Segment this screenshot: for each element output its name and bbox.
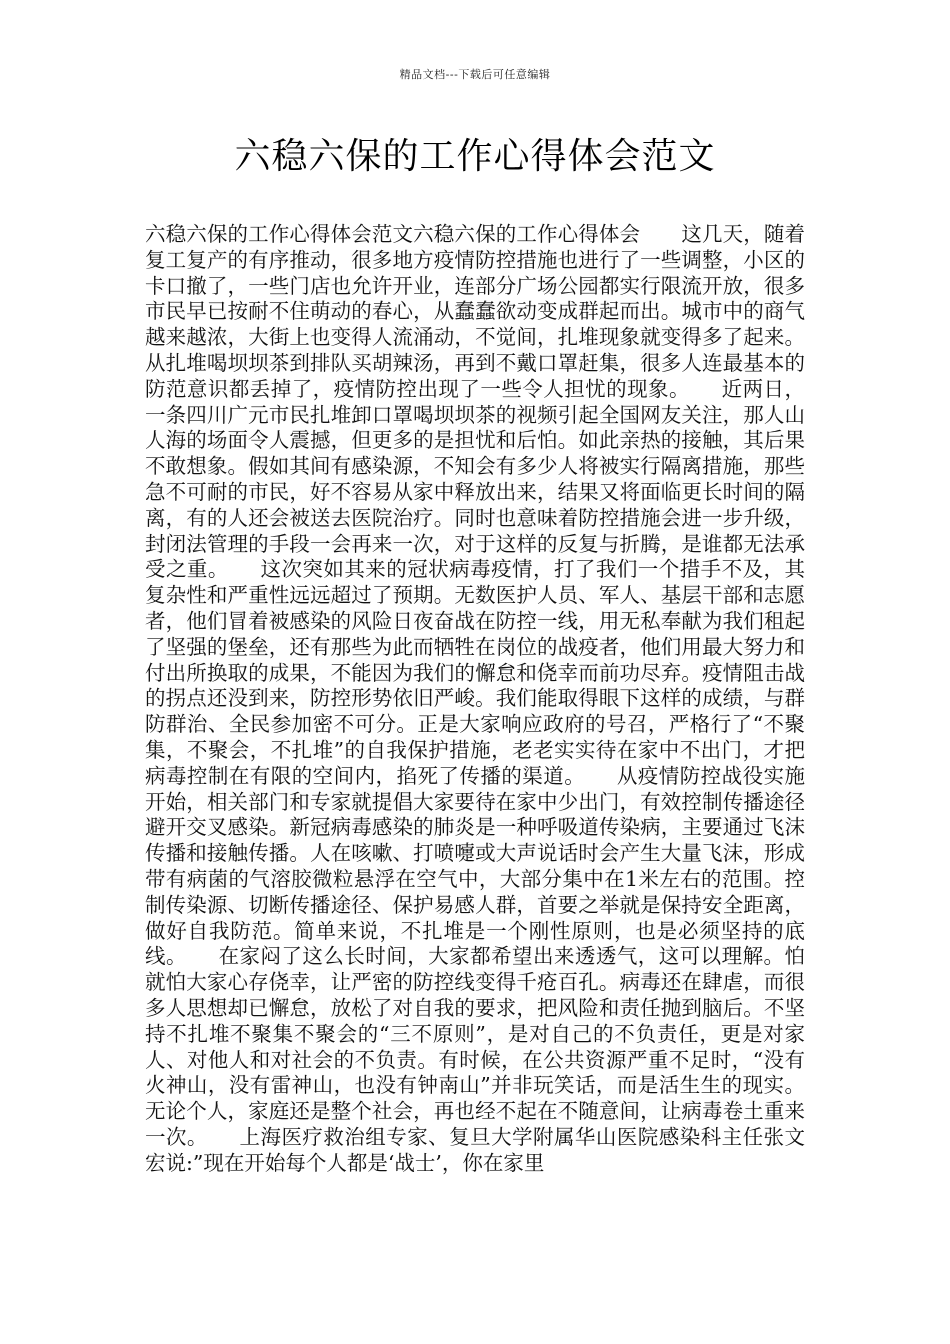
document-body: 六稳六保的工作心得体会范文六稳六保的工作心得体会 这几天，随着复工复产的有序推动，很多地方疫情防控措施也进行了一些调整，小区的卡口撤了，一些门店也允许开业，连部分广场公园都实行限流开放，很多市民早已按耐不住萌动的春心，从蠢蠢欲动变成群起而出。城市中的商气越来越浓，大街上也变得人流涌动，不觉间，扎堆现象就变得多了起来。从扎堆喝坝坝茶到排队买胡辣汤，再到不戴口罩赶集，很多人连最基本的防范意识都丢掉了，疫情防控出现了一些令人担忧的现象。 近两日，一条四川广元市民扎堆卸口罩喝坝坝茶的视频引起全国网友关注，那人山人海的场面令人震撼，但更多的是担忧和后怕。如此亲热的接触，其后果不敢想象。假如其间有感染源，不知会有多少人将被实行隔离措施，那些急不可耐的市民，好不容易从家中释放出来，结果又将面临更长时间的隔离，有的人还会被送去医院治疗。同时也意味着防控措施会进一步升级，封闭法管理的手段一会再来一次，对于这样的反复与折腾，是谁都无法承受之重。 这次突如其来的冠状病毒疫情，打了我们一个措手不及，其复杂性和严重性远远超过了预期。无数医护人员、军人、基层干部和志愿者，他们冒着被感染的风险日夜奋战在防控一线，用无私奉献为我们租起了坚强的堡垒，还有那些为此而牺牲在岗位的战疫者，他们用最大努力和付出所换取的成果，不能因为我们的懈怠和侥幸而前功尽弃。疫情阻击战的拐点还没到来，防控形势依旧严峻。我们能取得眼下这样的成绩，与群防群治、全民参加密不可分。正是大家响应政府的号召，严格行了“不聚集，不聚会，不扎堆”的自我保护措施，老老实实待在家中不出门，才把病毒控制在有限的空间内，掐死了传播的渠道。 从疫情防控战役实施开始，相关部门和专家就提倡大家要待在家中少出门，有效控制传播途径避开交叉感染。新冠病毒感染的肺炎是一种呼吸道传染病，主要通过飞沫传播和接触传播。人在咳嗽、打喷嚏或大声说话时会产生大量飞沫，形成带有病菌的气溶胶微粒悬浮在空气中，大部分集中在1米左右的范围。控制传染源、切断传播途径、保护易感人群，首要之举就是保持安全距离，做好自我防范。简单来说，不扎堆是一个刚性原则，也是必须坚持的底线。 在家闷了这么长时间，大家都希望出来透透气，这可以理解。怕就怕大家心存侥幸，让严密的防控线变得千疮百孔。病毒还在肆虐，而很多人思想却已懈怠，放松了对自我的要求，把风险和责任抛到脑后。不坚持不扎堆不聚集不聚会的“三不原则”，是对自己的不负责任，更是对家人、对他人和对社会的不负责。有时候，在公共资源严重不足时，“没有火神山，没有雷神山，也没有钟南山”并非玩笑话，而是活生生的现实。无论个人，家庭还是整个社会，再也经不起在不随意间，让病毒卷土重来一次。 上海医疗救治组专家、复旦大学附属华山医院感染科主任张文宏说:”现在开始每个人都是‘战士’，你在家里: [145, 222, 805, 1175]
document-title: 六稳六保的工作心得体会范文: [234, 136, 716, 177]
header-note: 精品文档---下载后可任意编辑: [399, 68, 551, 81]
